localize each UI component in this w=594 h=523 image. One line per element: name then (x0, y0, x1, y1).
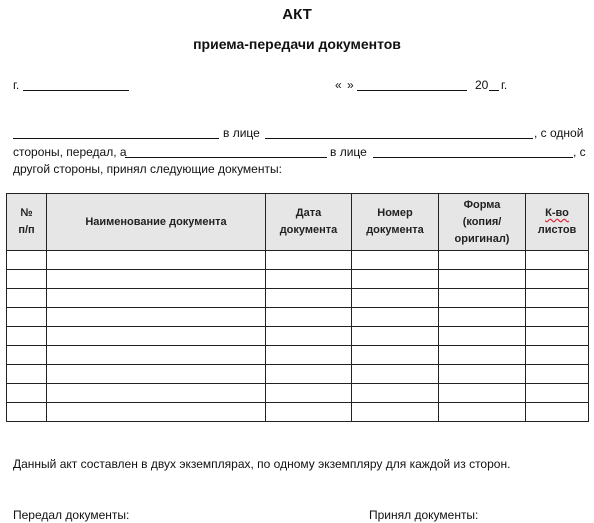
table-header-row (7, 194, 589, 251)
table-cell (439, 346, 526, 365)
table-row (7, 308, 589, 327)
table-cell (439, 403, 526, 422)
city-blank (23, 78, 129, 91)
table-cell (352, 384, 439, 403)
party1-blank (13, 126, 219, 139)
table-cell (352, 251, 439, 270)
table-row (7, 384, 589, 403)
table-cell (526, 346, 589, 365)
received-documents-label: Принял документы: (369, 508, 479, 522)
table-cell (266, 365, 352, 384)
table-cell (526, 308, 589, 327)
in-person-label-2: в лице (330, 145, 367, 159)
table-cell (526, 384, 589, 403)
table-cell (7, 384, 47, 403)
table-cell (7, 251, 47, 270)
table-body (7, 251, 589, 422)
party2-blank (125, 145, 327, 158)
side-passed-text: стороны, передал, а (13, 145, 127, 159)
header-sheet-count-line: листов (537, 224, 577, 236)
table-row (7, 365, 589, 384)
year-blank (489, 78, 499, 91)
place-date-line (13, 78, 593, 96)
header-document-date (266, 194, 352, 251)
table-cell (47, 327, 266, 346)
table-cell (266, 346, 352, 365)
header-document-date-line: документа (279, 224, 338, 236)
header-sheet-count-line: К-во (545, 207, 569, 219)
table-cell (266, 270, 352, 289)
table-cell (47, 403, 266, 422)
table-cell (352, 346, 439, 365)
table-cell (439, 327, 526, 346)
date-blank (357, 78, 467, 91)
table-cell (439, 270, 526, 289)
year-suffix: г. (501, 78, 508, 92)
date-quote-close: » (347, 78, 354, 92)
representative2-blank (373, 145, 573, 158)
year-prefix: 20 (475, 78, 489, 92)
table-cell (47, 384, 266, 403)
table-cell (7, 308, 47, 327)
table-cell (47, 365, 266, 384)
table-row (7, 251, 589, 270)
representative1-blank (265, 126, 533, 139)
passed-documents-label: Передал документы: (13, 508, 130, 522)
table-cell (47, 346, 266, 365)
one-side-text: , с одной (534, 126, 584, 140)
table-cell (439, 308, 526, 327)
table-cell (526, 327, 589, 346)
table-cell (439, 289, 526, 308)
document-title: АКТ (282, 6, 312, 23)
table-cell (47, 251, 266, 270)
date-quote-open: « (335, 78, 342, 92)
other-side-text: другой стороны, принял следующие документы: (13, 162, 282, 176)
table-cell (526, 251, 589, 270)
table-cell (47, 270, 266, 289)
table-row (7, 289, 589, 308)
header-document-number (352, 194, 439, 251)
table-cell (352, 289, 439, 308)
table-cell (439, 251, 526, 270)
table-cell (7, 327, 47, 346)
table-cell (266, 308, 352, 327)
table-row (7, 270, 589, 289)
table-cell (526, 270, 589, 289)
table-row (7, 346, 589, 365)
table-cell (266, 327, 352, 346)
comma-text: , с (573, 145, 586, 159)
table-cell (266, 403, 352, 422)
table-cell (7, 346, 47, 365)
header-number-line: № (20, 207, 33, 219)
table-cell (266, 384, 352, 403)
header-form (439, 194, 526, 251)
table-cell (7, 270, 47, 289)
table-cell (47, 308, 266, 327)
header-number (7, 194, 47, 251)
table-cell (352, 308, 439, 327)
table-cell (352, 403, 439, 422)
table-row (7, 403, 589, 422)
table-cell (7, 403, 47, 422)
in-person-label-1: в лице (223, 126, 260, 140)
table-cell (352, 270, 439, 289)
document-subtitle: приема-передачи документов (193, 36, 401, 52)
city-prefix: г. (13, 78, 20, 92)
table-cell (7, 365, 47, 384)
table-cell (266, 289, 352, 308)
table-cell (7, 289, 47, 308)
table-cell (352, 365, 439, 384)
table-cell (47, 289, 266, 308)
table-cell (526, 289, 589, 308)
header-document-date-line: Дата (295, 207, 322, 219)
header-sheet-count (526, 194, 589, 251)
table-cell (526, 365, 589, 384)
header-form-line: Форма (463, 198, 501, 211)
parties-paragraph (13, 126, 588, 186)
documents-table (6, 193, 589, 422)
table-cell (266, 251, 352, 270)
header-form-line: (копия/ (462, 215, 502, 228)
header-number-line: п/п (18, 224, 35, 236)
copies-note: Данный акт составлен в двух экземплярах, по одному экземпляру для каждой из сторон. (13, 457, 511, 471)
header-document-number-line: документа (366, 224, 424, 236)
header-document-name-line: Наименование документа (85, 215, 227, 228)
table-cell (439, 384, 526, 403)
header-document-number-line: Номер (377, 207, 413, 219)
table-cell (526, 403, 589, 422)
table-row (7, 327, 589, 346)
header-form-line: оригинал) (454, 232, 510, 245)
table-cell (352, 327, 439, 346)
header-document-name (47, 194, 266, 251)
table-cell (439, 365, 526, 384)
